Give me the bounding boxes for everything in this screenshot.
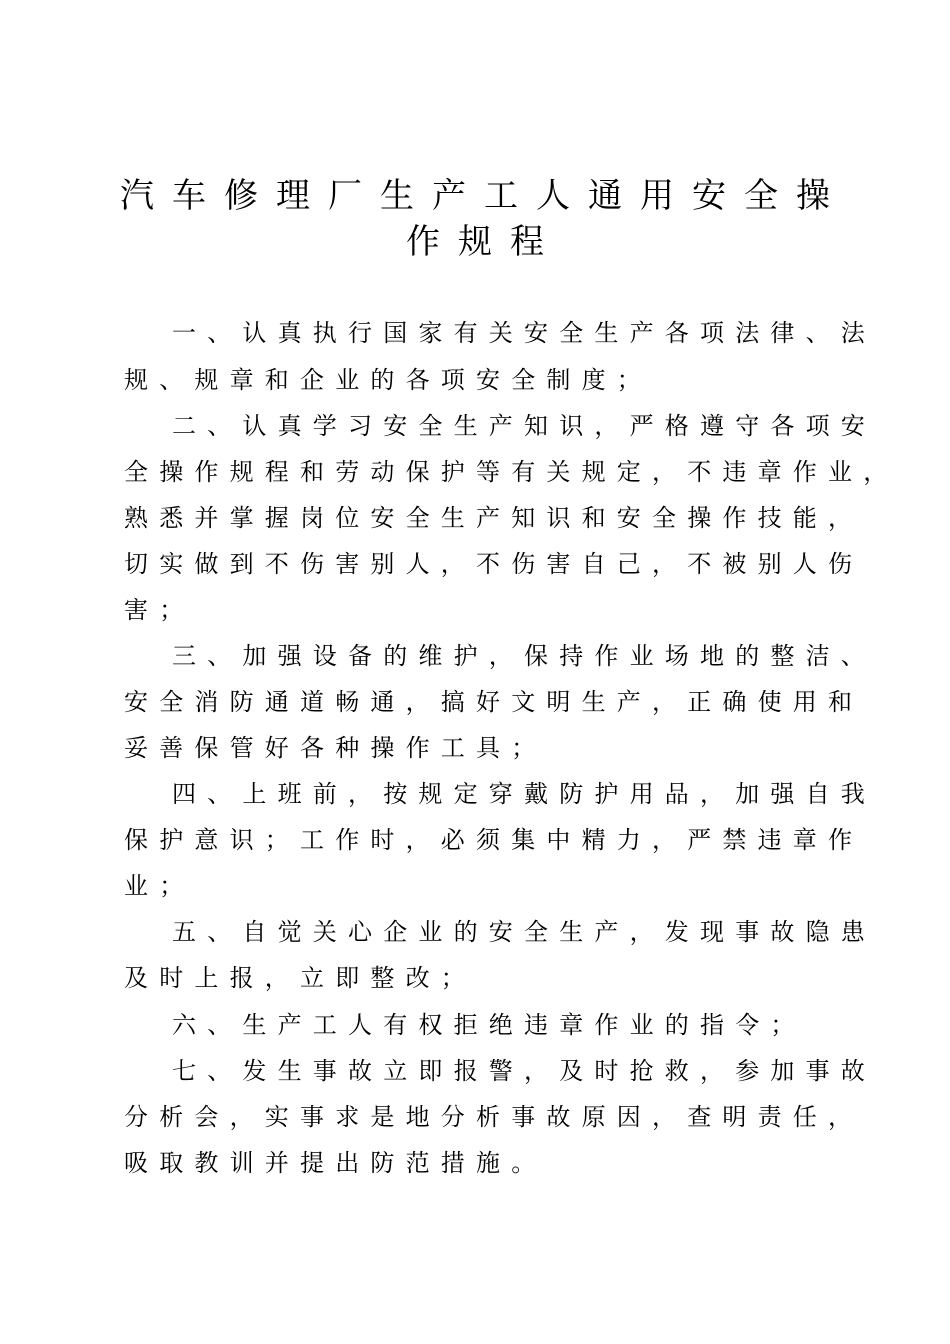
clause-4-line-1: 四、上班前，按规定穿戴防护用品，加强自我 (172, 780, 876, 808)
clause-1-line-2: 规、规章和企业的各项安全制度； (124, 366, 652, 394)
clause-3-line-2: 安全消防通道畅通，搞好文明生产，正确使用和 (124, 688, 864, 716)
clause-5-line-2: 及时上报，立即整改； (124, 964, 476, 992)
clause-3-line-3: 妥善保管好各种操作工具； (124, 734, 547, 762)
clause-7-line-2: 分析会，实事求是地分析事故原因，查明责任， (124, 1103, 864, 1131)
clause-3-line-1: 三、加强设备的维护，保持作业场地的整洁、 (172, 642, 876, 670)
clause-7-line-3: 吸取教训并提出防范措施。 (124, 1149, 547, 1177)
clause-2-line-2: 全操作规程和劳动保护等有关规定，不违章作业， (124, 458, 899, 486)
clause-2-line-5: 害； (124, 596, 195, 624)
clause-7-line-1: 七、发生事故立即报警，及时抢救，参加事故 (172, 1057, 876, 1085)
clause-5-line-1: 五、自觉关心企业的安全生产，发现事故隐患 (172, 918, 876, 946)
clause-1-line-1: 一、认真执行国家有关安全生产各项法律、法 (172, 319, 876, 347)
clause-2-line-3: 熟悉并掌握岗位安全生产知识和安全操作技能， (124, 504, 864, 532)
clause-2-line-1: 二、认真学习安全生产知识，严格遵守各项安 (172, 412, 876, 440)
clause-4-line-2: 保护意识；工作时，必须集中精力，严禁违章作 (124, 826, 864, 854)
document-title-line-1: 汽车修理厂生产工人通用安全操 (120, 176, 848, 216)
document-title-line-2: 作规程 (406, 222, 562, 262)
clause-2-line-4: 切实做到不伤害别人，不伤害自己，不被别人伤 (124, 550, 864, 578)
clause-4-line-3: 业； (124, 872, 195, 900)
clause-6-line-1: 六、生产工人有权拒绝违章作业的指令； (172, 1011, 806, 1039)
